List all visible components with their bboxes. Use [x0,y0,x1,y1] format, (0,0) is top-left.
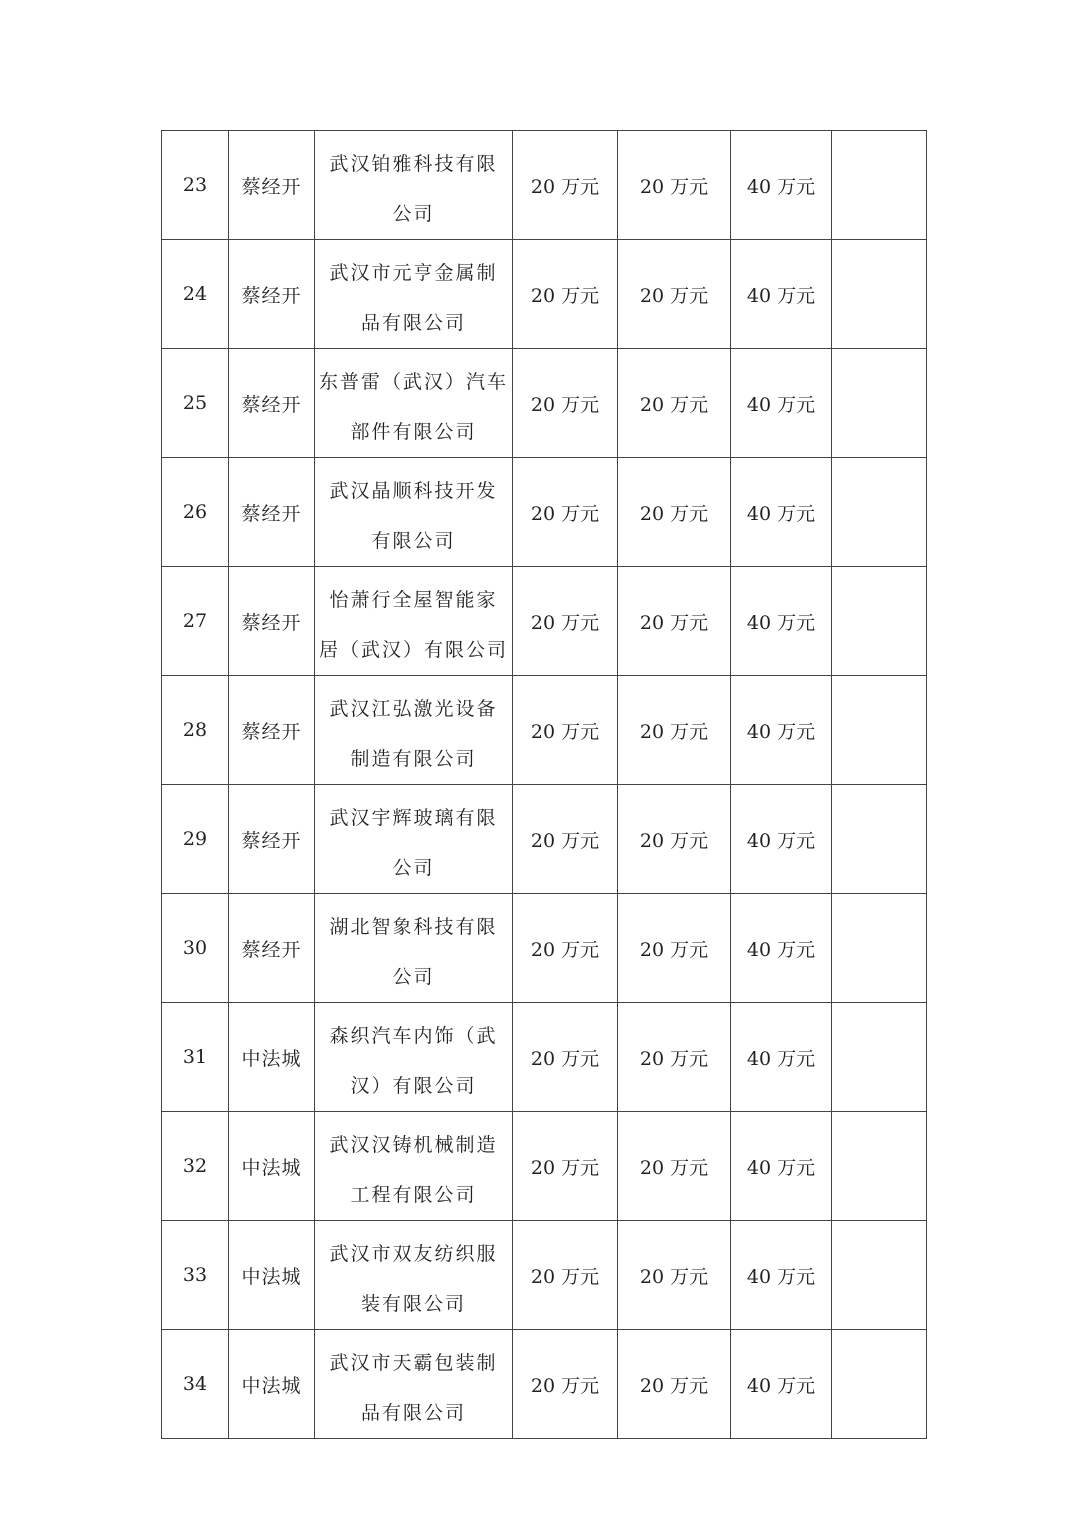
company-name [315,1112,513,1221]
remarks [832,458,927,567]
company-name-line-2: 部件有限公司 [350,421,477,443]
amount-total: 40 万元 [731,567,832,676]
company-name-line-2: 装有限公司 [360,1293,466,1315]
amount-1: 20 万元 [513,1112,618,1221]
company-name [315,240,513,349]
row-number: 32 [162,1112,229,1221]
company-name-line-2: 公司 [392,857,435,879]
amount-total: 40 万元 [731,785,832,894]
amount-total: 40 万元 [731,240,832,349]
amount-2: 20 万元 [618,785,731,894]
company-name [315,1221,513,1330]
company-name-line-1: 武汉江弘激光设备 [329,698,498,720]
company-name-line-1: 武汉市双友纺织服 [329,1243,498,1265]
table-row [162,458,927,567]
company-name-line-2: 居（武汉）有限公司 [318,639,508,661]
company-name-line-2: 品有限公司 [360,1402,466,1424]
row-number: 27 [162,567,229,676]
remarks [832,131,927,240]
row-number: 26 [162,458,229,567]
company-name [315,1003,513,1112]
company-name [315,785,513,894]
company-name-line-1: 武汉市天霸包装制 [329,1352,498,1374]
amount-1: 20 万元 [513,1330,618,1439]
row-number: 31 [162,1003,229,1112]
amount-1: 20 万元 [513,567,618,676]
district: 蔡经开 [229,785,315,894]
company-name-line-2: 制造有限公司 [350,748,477,770]
table-row [162,567,927,676]
company-name [315,349,513,458]
company-name-line-2: 有限公司 [371,530,456,552]
row-number: 28 [162,676,229,785]
company-name-line-1: 武汉汉铸机械制造 [329,1134,498,1156]
amount-1: 20 万元 [513,349,618,458]
company-name-line-2: 品有限公司 [360,312,466,334]
table-row [162,349,927,458]
table-row [162,676,927,785]
amount-1: 20 万元 [513,240,618,349]
amount-total: 40 万元 [731,131,832,240]
district: 中法城 [229,1330,315,1439]
district: 中法城 [229,1112,315,1221]
company-name-line-1: 湖北智象科技有限 [329,916,498,938]
table-row [162,1003,927,1112]
company-name-line-2: 公司 [392,203,435,225]
company-name-line-2: 汉）有限公司 [350,1075,477,1097]
remarks [832,785,927,894]
company-name-line-2: 工程有限公司 [350,1184,477,1206]
amount-total: 40 万元 [731,1221,832,1330]
district: 中法城 [229,1003,315,1112]
district: 中法城 [229,1221,315,1330]
row-number: 29 [162,785,229,894]
amount-2: 20 万元 [618,349,731,458]
district: 蔡经开 [229,349,315,458]
district: 蔡经开 [229,131,315,240]
amount-2: 20 万元 [618,676,731,785]
table-row [162,240,927,349]
company-name-line-1: 东普雷（武汉）汽车 [318,371,508,393]
row-number: 34 [162,1330,229,1439]
funding-table [161,130,927,1439]
amount-total: 40 万元 [731,349,832,458]
company-name [315,894,513,1003]
company-name [315,567,513,676]
amount-2: 20 万元 [618,1112,731,1221]
amount-2: 20 万元 [618,567,731,676]
amount-total: 40 万元 [731,458,832,567]
company-name-line-1: 武汉市元亨金属制 [329,262,498,284]
district: 蔡经开 [229,567,315,676]
remarks [832,240,927,349]
amount-total: 40 万元 [731,894,832,1003]
amount-1: 20 万元 [513,458,618,567]
company-name [315,131,513,240]
amount-2: 20 万元 [618,240,731,349]
company-name [315,458,513,567]
company-name-line-2: 公司 [392,966,435,988]
remarks [832,1330,927,1439]
amount-total: 40 万元 [731,1112,832,1221]
amount-2: 20 万元 [618,131,731,240]
table-row [162,1221,927,1330]
row-number: 25 [162,349,229,458]
amount-total: 40 万元 [731,1003,832,1112]
company-name-line-1: 武汉铂雅科技有限 [329,153,498,175]
table-row [162,785,927,894]
remarks [832,1003,927,1112]
remarks [832,349,927,458]
amount-2: 20 万元 [618,894,731,1003]
amount-1: 20 万元 [513,1221,618,1330]
district: 蔡经开 [229,240,315,349]
remarks [832,1112,927,1221]
amount-1: 20 万元 [513,676,618,785]
amount-2: 20 万元 [618,1221,731,1330]
row-number: 23 [162,131,229,240]
table-row [162,131,927,240]
amount-1: 20 万元 [513,785,618,894]
table-row [162,894,927,1003]
amount-1: 20 万元 [513,894,618,1003]
row-number: 24 [162,240,229,349]
district: 蔡经开 [229,894,315,1003]
company-name-line-1: 怡萧行全屋智能家 [329,589,498,611]
amount-2: 20 万元 [618,1330,731,1439]
amount-2: 20 万元 [618,1003,731,1112]
company-name-line-1: 武汉晶顺科技开发 [329,480,498,502]
table-body [162,131,927,1439]
remarks [832,894,927,1003]
company-name [315,1330,513,1439]
company-name-line-1: 森织汽车内饰（武 [329,1025,498,1047]
company-name-line-1: 武汉宇辉玻璃有限 [329,807,498,829]
amount-total: 40 万元 [731,676,832,785]
district: 蔡经开 [229,676,315,785]
table-row [162,1330,927,1439]
amount-1: 20 万元 [513,1003,618,1112]
remarks [832,1221,927,1330]
remarks [832,676,927,785]
amount-total: 40 万元 [731,1330,832,1439]
remarks [832,567,927,676]
district: 蔡经开 [229,458,315,567]
amount-2: 20 万元 [618,458,731,567]
table-row [162,1112,927,1221]
amount-1: 20 万元 [513,131,618,240]
company-name [315,676,513,785]
row-number: 30 [162,894,229,1003]
row-number: 33 [162,1221,229,1330]
